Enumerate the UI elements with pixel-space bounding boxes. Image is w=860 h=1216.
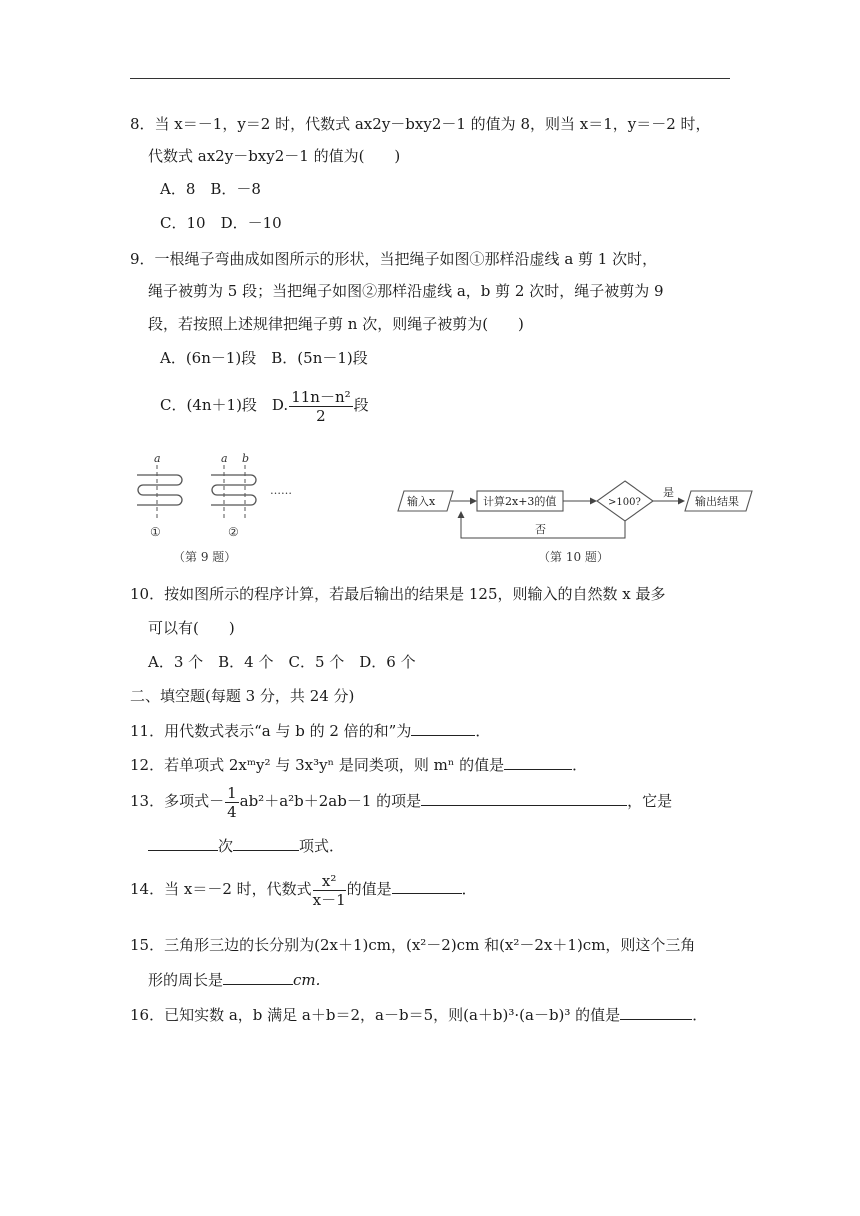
q9-line1: 9．一根绳子弯曲成如图所示的形状，当把绳子如图①那样沿虚线 a 剪 1 次时，: [130, 250, 658, 268]
fig9-mark-2: ②: [228, 525, 239, 539]
flow-test-label: >100?: [608, 497, 641, 508]
flow-input-label: 输入x: [407, 495, 436, 508]
q13-terms-blank[interactable]: [421, 789, 627, 806]
header-rule: [130, 78, 730, 79]
q14-answer-blank[interactable]: [392, 877, 462, 894]
q12-answer-blank[interactable]: [504, 753, 572, 770]
flow-yes-label: 是: [663, 486, 674, 499]
q14-fraction: [313, 872, 346, 909]
fig9-label-b: b: [242, 452, 250, 465]
q9-line3: 段，若按照上述规律把绳子剪 n 次，则绳子被剪为( ): [148, 315, 524, 333]
q14-text-pre: 14．当 x＝－2 时，代数式: [130, 880, 312, 898]
flow-no-label: 否: [535, 523, 546, 536]
q8-options-ab: A．8 B．－8: [160, 180, 261, 198]
q13-line2: [148, 834, 344, 856]
q8-line2: 代数式 ax2y－bxy2－1 的值为( ): [148, 147, 401, 165]
q13-fraction: [225, 784, 239, 821]
q16-answer-blank[interactable]: [620, 1003, 692, 1020]
q13-text-mid: ab²＋a²b＋2ab－1 的项是: [239, 792, 422, 810]
flow-compute-label: 计算2x+3的值: [483, 495, 557, 508]
fig10-caption: （第 10 题）: [538, 550, 609, 564]
figure-9-rope: [125, 450, 325, 570]
q13-degree-label: 次: [218, 837, 234, 855]
q15-unit: cm.: [293, 971, 321, 989]
q14-denominator: x－1: [312, 890, 346, 909]
q9-opt-d-denominator: 2: [316, 406, 326, 425]
q9-options-cd: [160, 386, 369, 425]
fig9-label-a1: a: [154, 452, 161, 465]
q9-opt-d-suffix: 段: [353, 396, 369, 414]
q14-numerator: x²: [313, 872, 346, 891]
q13-count-blank[interactable]: [233, 834, 299, 851]
q11-end: ．: [475, 722, 491, 740]
q9-options-ab: A．(6n－1)段 B．(5n－1)段: [160, 349, 368, 367]
fig9-mark-1: ①: [150, 525, 161, 539]
fig9-dots: ……: [270, 484, 292, 497]
q13-numerator: 1: [227, 783, 237, 802]
flow-output-label: 输出结果: [695, 495, 739, 508]
q15-line1: 15．三角形三边的长分别为(2x＋1)cm，(x²－2)cm 和(x²－2x＋1)cm，则这个三角: [130, 936, 696, 954]
q14: [130, 870, 477, 909]
q13-denominator: 4: [227, 802, 237, 821]
figure-10-flowchart: [395, 480, 760, 572]
section-2-heading: 二、填空题(每题 3 分，共 24 分): [130, 687, 355, 705]
q11-answer-blank[interactable]: [411, 719, 475, 736]
q8-options-cd: C．10 D．－10: [160, 214, 282, 232]
q12-end: ．: [572, 756, 588, 774]
q13-text-pre: 13．多项式－: [130, 792, 225, 810]
fig9-caption: （第 9 题）: [173, 550, 237, 564]
q15-answer-blank[interactable]: [223, 968, 293, 985]
q9-opt-cd-prefix: C．(4n＋1)段 D.: [160, 396, 289, 414]
q11-text: 11．用代数式表示“a 与 b 的 2 倍的和”为: [130, 722, 412, 740]
q9-line2: 绳子被剪为 5 段；当把绳子如图②那样沿虚线 a，b 剪 2 次时，绳子被剪为 9: [148, 282, 664, 300]
q15-line2: [148, 968, 320, 990]
q13-degree-blank[interactable]: [148, 834, 218, 851]
q11: [130, 719, 490, 741]
q10-options: A．3 个 B．4 个 C．5 个 D．6 个: [148, 653, 416, 671]
q16-text: 16．已知实数 a，b 满足 a＋b＝2，a－b＝5，则(a＋b)³·(a－b)³ 的值是: [130, 1006, 621, 1024]
fig9-label-a2: a: [221, 452, 228, 465]
q13-text-post: ，它是: [627, 792, 673, 810]
q9-opt-d-fraction: [289, 388, 352, 425]
q8-line1: 8．当 x＝－1，y＝2 时，代数式 ax2y－bxy2－1 的值为 8，则当 x＝1，y＝－2 时，: [130, 115, 711, 133]
q16: [130, 1003, 707, 1025]
q14-end: ．: [461, 880, 477, 898]
q16-end: ．: [692, 1006, 708, 1024]
q10-line1: 10．按如图所示的程序计算，若最后输出的结果是 125，则输入的自然数 x 最多: [130, 585, 666, 603]
q13-line1: [130, 782, 672, 821]
q10-line2: 可以有( ): [148, 619, 235, 637]
q12-text: 12．若单项式 2xᵐy² 与 3x³yⁿ 是同类项，则 mⁿ 的值是: [130, 756, 505, 774]
q13-count-label: 项式．: [299, 837, 345, 855]
q14-text-mid: 的值是: [346, 880, 392, 898]
q9-opt-d-numerator: 11n－n²: [291, 387, 351, 406]
q15-text: 形的周长是: [148, 971, 224, 989]
q12: [130, 753, 587, 775]
